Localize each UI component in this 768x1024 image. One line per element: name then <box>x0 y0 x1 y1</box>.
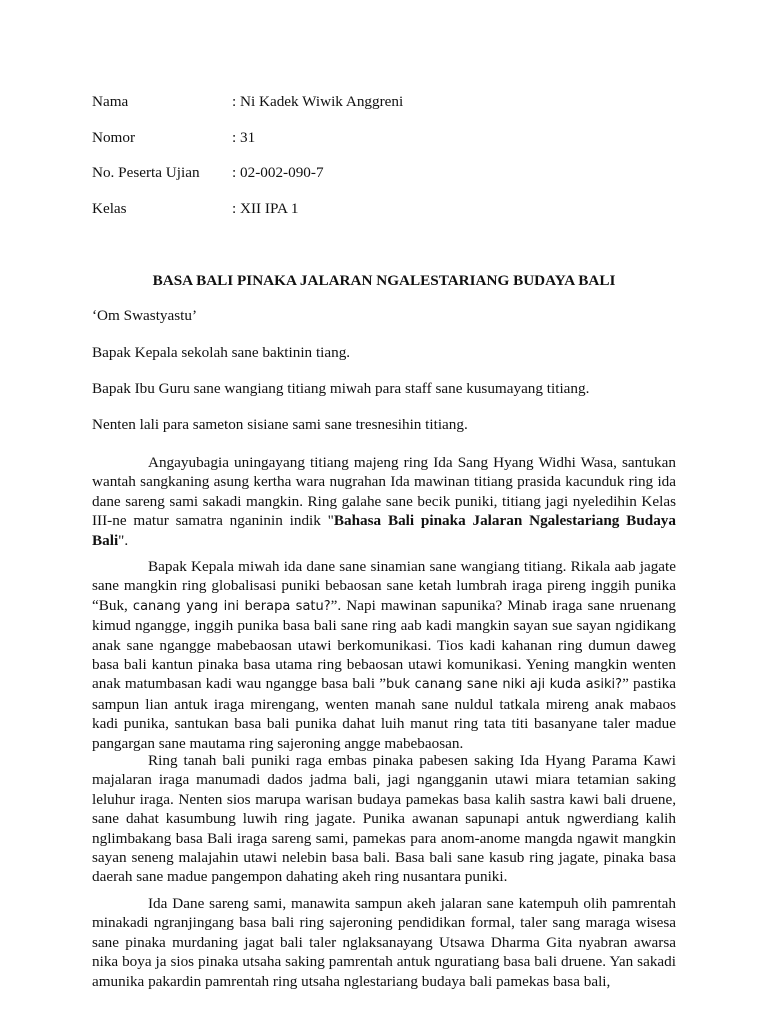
identity-value: : XII IPA 1 <box>232 200 299 217</box>
paragraph-heritage: Ring tanah bali puniki raga embas pinaka pabesen saking Ida Hyang Parama Kawi majalaran iraga manumadi dados jadma bali, jagi ngangganin utawi miara tetamian saking leluhur iraga. Nenten sios marupa warisan budaya pamekas basa kalih sastra kawi bali druene, sane dahat kasumbung luwih ring jagate. Punika awanan sapunapi antuk ngwerdiang kalih nglimbakang basa Bali iraga sareng sami, pamekas para anom-anome mangda ngawit mangkin sayan seneng malajahin utawi nelebin basa bali. Basa bali sane kasub ring jagate, pinaka basa daerah sane madue pangempon dahating akeh ring nusantara puniki. <box>92 752 676 886</box>
paragraph-text: ” pastika sampun lian antuk iraga mirengang, wenten manah sane nuldul tatkala mireng anak mabaos kadi punika, santukan basa bali punika dahat luih manut ring tata titi basanyane taler madue pangargan sane mautama ring sajeroning angge mabebaosan. <box>92 675 676 752</box>
quoted-speech: buk canang sane niki aji kuda asiki? <box>386 677 623 693</box>
paragraph-text: Bapak Kepala miwah ida dane sane sinamian sane wangiang titiang. Rikala aab jagate sane mangkin ring globalisasi puniki bebaosan sane ketah lumbrah iraga pireng inggih punika “Buk, <box>92 558 676 614</box>
identity-label: Kelas <box>92 200 127 217</box>
identity-label: Nomor <box>92 129 136 146</box>
identity-label: No. Peserta Ujian <box>92 164 200 181</box>
identity-label: Nama <box>92 93 129 110</box>
salutation-teachers: Bapak Ibu Guru sane wangiang titiang miwah para staff sane kusumayang titiang. <box>92 380 590 397</box>
document-title: BASA BALI PINAKA JALARAN NGALESTARIANG BUDAYA BALI <box>152 272 616 289</box>
paragraph-government-effort: Ida Dane sareng sami, manawita sampun akeh jalaran sane katempuh olih pamrentah minakadi ngranjingang basa bali ring sajeroning pendidikan formal, taler sang maraga wisesa sane pinaka murdaning jagat bali taler nglaksanayang Utsawa Dharma Gita nyabran awarsa nika boya ja sios pinaka utsaha saking pamrentah antuk nguratiang basa bali druene. Yan sakadi amunika pakardin pamrentah ring utsaha nglestariang budaya bali pamekas basa bali, <box>92 895 676 990</box>
salutation-friends: Nenten lali para sameton sisiane sami sane tresnesihin titiang. <box>92 416 468 433</box>
paragraph-globalisation <box>92 557 676 753</box>
identity-value: : 31 <box>232 129 256 146</box>
greeting: ‘Om Swastyastu’ <box>92 307 198 324</box>
identity-value: : Ni Kadek Wiwik Anggreni <box>232 93 404 110</box>
quoted-speech: canang yang ini berapa satu? <box>132 598 331 614</box>
paragraph-opening <box>92 453 676 550</box>
paragraph-text: ". <box>118 531 129 549</box>
paragraph-text: Angayubagia uningayang titiang majeng ring Ida Sang Hyang Widhi Wasa, santukan wantah sangkaning asung kertha wara nugrahan Ida mawinan titiang prasida kacunduk ring ida dane sareng sami sakadi mangkin. Ring galahe sane becik puniki, titiang jagi nyeledihin Kelas III-ne matur samatra nganinin indik " <box>92 454 676 530</box>
paragraph-text: ”. Napi mawinan sapunika? Minab iraga sane nruenang kimud ngangge, inggih punika basa bali sane ring aab kadi mangkin sayan sue sayan ngidikang anak sane ngangge mabebaosan utawi berkomunikasi. Tios kadi kahanan ring dumun daweg basa bali kantun pinaka basa utama ring bebaosan utawi komunikasi. Yening mangkin wenten anak matumbasan kadi wau ngangge basa bali ” <box>92 596 677 693</box>
salutation-principal: Bapak Kepala sekolah sane baktinin tiang. <box>92 344 351 361</box>
identity-value: : 02-002-090-7 <box>232 164 324 181</box>
speech-topic: Bahasa Bali pinaka Jalaran Ngalestariang Budaya Bali <box>92 512 676 549</box>
